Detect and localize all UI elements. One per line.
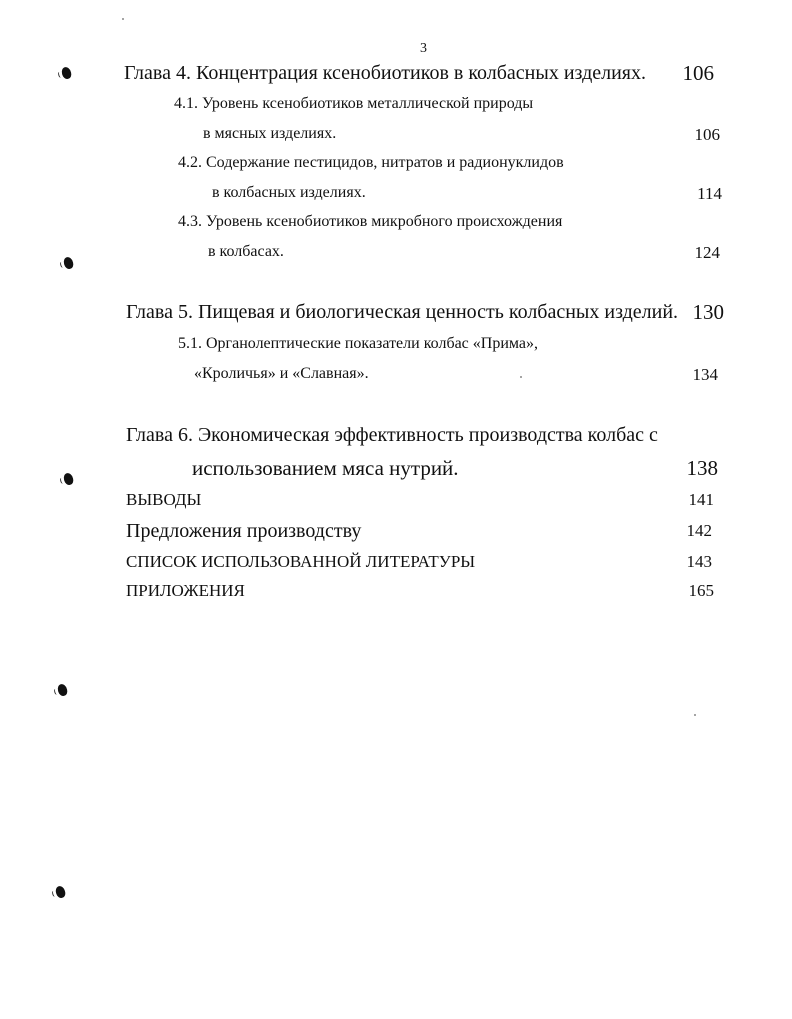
toc-chapter-6-line1: Глава 6. Экономическая эффективность производства колбас с — [126, 424, 658, 446]
toc-section-5-1-page: 134 — [692, 365, 718, 384]
page-number: 3 — [420, 41, 427, 56]
toc-section-4-2-page: 114 — [697, 184, 722, 203]
toc-section-4-3-page: 124 — [694, 243, 720, 262]
toc-section-4-2-line1: 4.2. Содержание пестицидов, нитратов и радионуклидов — [178, 154, 564, 171]
toc-section-4-2-line2: в колбасных изделиях. — [212, 184, 366, 201]
toc-section-5-1-line2: «Кроличья» и «Славная». — [194, 365, 369, 382]
toc-chapter-6-page: 138 — [686, 456, 718, 480]
toc-proposals: Предложения производству — [126, 520, 362, 542]
scan-speck — [122, 18, 124, 20]
toc-proposals-page: 142 — [686, 521, 712, 540]
toc-section-4-1-line2: в мясных изделиях. — [203, 125, 337, 142]
scan-speck — [520, 376, 522, 378]
binder-hole-mark — [63, 256, 75, 270]
toc-chapter-4-page: 106 — [682, 61, 714, 85]
binder-hole-mark — [55, 885, 67, 899]
binder-hole-mark — [63, 472, 75, 486]
toc-references: СПИСОК ИСПОЛЬЗОВАННОЙ ЛИТЕРАТУРЫ — [126, 552, 476, 571]
scan-speck — [694, 714, 696, 716]
toc-appendices-page: 165 — [688, 581, 714, 600]
toc-conclusions-page: 141 — [688, 490, 714, 509]
toc-section-5-1-line1: 5.1. Органолептические показатели колбас «Прима», — [178, 335, 539, 352]
binder-hole-mark — [57, 683, 69, 697]
toc-section-4-3-line2: в колбасах. — [208, 243, 284, 260]
toc-section-4-1-line1: 4.1. Уровень ксенобиотиков металлической природы — [174, 95, 534, 112]
toc-chapter-5-page: 130 — [692, 300, 724, 324]
toc-conclusions: ВЫВОДЫ — [126, 490, 202, 509]
toc-references-page: 143 — [686, 552, 712, 571]
toc-appendices: ПРИЛОЖЕНИЯ — [126, 581, 245, 600]
toc-chapter-5-title: Глава 5. Пищевая и биологическая ценность колбасных изделий. — [126, 301, 679, 323]
toc-chapter-6-line2: использованием мяса нутрий. — [192, 456, 459, 480]
toc-section-4-3-line1: 4.3. Уровень ксенобиотиков микробного происхождения — [178, 213, 563, 230]
toc-chapter-4-title: Глава 4. Концентрация ксенобиотиков в колбасных изделиях. — [124, 62, 647, 84]
toc-section-4-1-page: 106 — [694, 125, 720, 144]
binder-hole-mark — [61, 66, 73, 80]
